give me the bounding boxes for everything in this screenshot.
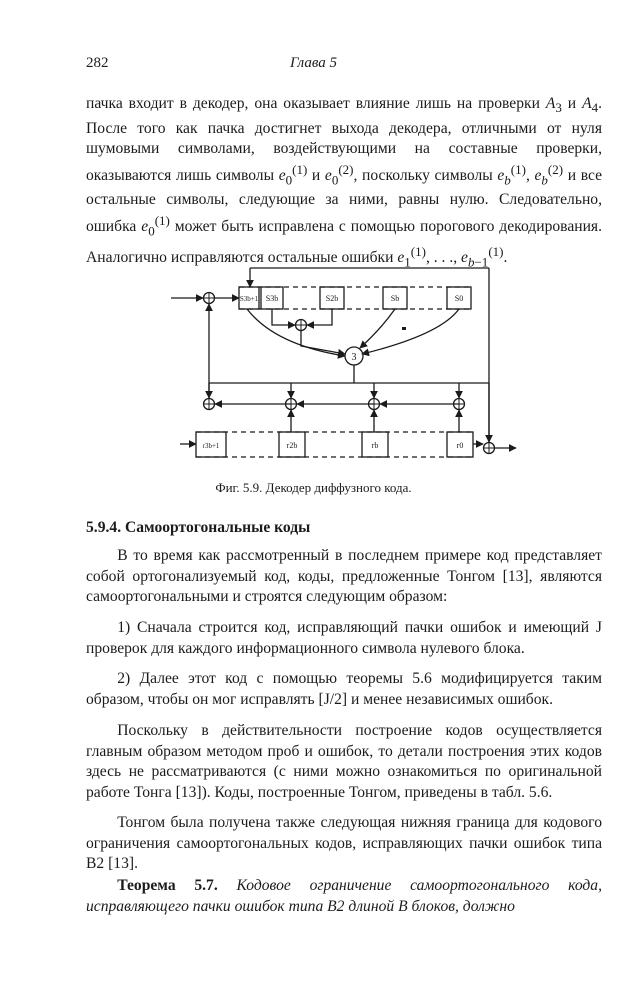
- paragraph-trial-error: Поскольку в действительности построение кодов осуществляется главным образом методом проб и ошибок, то детали построения этих кодов здесь не рассматриваются (с ними можно ознакомиться по оригинальной работе Тонга [13]). Коды, построенные Тонгом, приведены в табл. 5.6.: [86, 722, 602, 801]
- paragraph-step-2: 2) Далее этот код с помощью теоремы 5.6 модифицируется таким образом, чтобы он мог исправлять [J/2] и менее независимых ошибок.: [86, 670, 602, 708]
- label-s0: S0: [454, 294, 464, 303]
- label-threshold: 3: [351, 352, 357, 363]
- label-s2b: S2b: [325, 294, 339, 303]
- figure-caption: Фиг. 5.9. Декодер диффузного кода.: [215, 480, 412, 495]
- paragraph-burst-decoding: пачка входит в декодер, она оказывает влияние лишь на проверки $A_3$ и $A_4$. После того как пачка достигнет выхода декодера, отличными от нуля шумовыми символами, воздействующими на составные проверки, оказываются лишь символы $e_0^{(1)}$ и $e_0^{(2)}$, поскольку символы $e_b^{(1)}$, $e_b^{(2)}$ и все остальные символы, следующие за ними, равны нулю. Следовательно, ошибка $e_0^{(1)}$ может быть исправлена с помощью порогового декодирования. Аналогично исправляются остальные ошибки $e_1^{(1)}$, . . ., $e_{b-1}^{(1)}$.: [86, 95, 602, 269]
- page-number: 282: [86, 55, 109, 71]
- paragraph-lower-bound: Тонгом была получена также следующая нижняя граница для кодового ограничения самоортогональных кодов, исправляющих пачки ошибок типа B2 [13].: [86, 814, 602, 872]
- chapter-title: Глава 5: [289, 55, 338, 71]
- label-r2b: r2b: [286, 441, 298, 450]
- label-r0: r0: [456, 441, 464, 450]
- label-r3b1: r3b+1: [202, 442, 220, 450]
- theorem-title: Теорема 5.7.: [117, 877, 218, 894]
- label-sb: Sb: [390, 294, 400, 303]
- label-s3b: S3b: [265, 294, 279, 303]
- paragraph-step-1: 1) Сначала строится код, исправляющий пачки ошибок и имеющий J проверок для каждого информационного символа нулевого блока.: [86, 619, 602, 657]
- label-s3b1: S3b+1: [239, 295, 259, 303]
- section-heading: 5.9.4. Самоортогональные коды: [86, 519, 311, 536]
- label-rb: rb: [371, 441, 379, 450]
- theorem-5-7: [86, 876, 602, 917]
- paragraph-intro: В то время как рассмотренный в последнем примере код представляет собой ортогонализуемый код, коды, предложенные Тонгом [13], являются самоортогональными и строятся следующим образом:: [86, 547, 602, 605]
- theorem-body: Кодовое ограничение самоортогонального кода, исправляющего пачки ошибок типа B2 длиной B блоков, должно: [86, 877, 602, 915]
- decoder-diagram: [0, 0, 627, 470]
